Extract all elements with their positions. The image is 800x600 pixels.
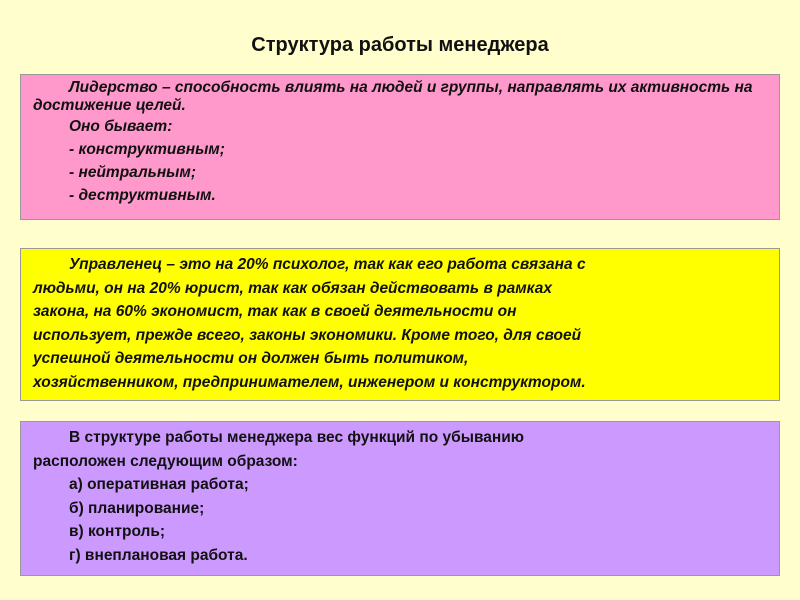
functions-item: а) оперативная работа;: [69, 476, 249, 493]
page-title: Структура работы менеджера: [251, 34, 549, 56]
leadership-lead: Оно бывает:: [69, 118, 173, 135]
leadership-item: - нейтральным;: [69, 164, 197, 181]
leadership-item: - конструктивным;: [69, 141, 225, 158]
functions-line: расположен следующим образом:: [33, 452, 298, 470]
functions-item: б) планирование;: [69, 499, 205, 517]
manager-roles-line: успешной деятельности он должен быть политиком,: [33, 350, 469, 367]
functions-item: г) внеплановая работа.: [69, 546, 248, 564]
manager-roles-line: закона, на 60% экономист, так как в своей деятельности он: [33, 303, 517, 320]
leadership-box: [20, 74, 780, 220]
manager-roles-line: хозяйственником, предпринимателем, инженером и конструктором.: [33, 373, 586, 391]
functions-line: В структуре работы менеджера вес функций по убыванию: [69, 429, 525, 446]
manager-roles-box: [20, 248, 780, 401]
manager-roles-line: использует, прежде всего, законы экономики. Кроме того, для своей: [33, 326, 582, 344]
functions-box: [20, 421, 780, 576]
leadership-definition: Лидерство – способность влиять на людей и группы, направлять их активность на достижение целей.: [33, 79, 753, 114]
manager-roles-line: Управленец – это на 20% психолог, так как его работа связана с: [69, 256, 586, 273]
manager-roles-line: людьми, он на 20% юрист, так как обязан действовать в рамках: [33, 279, 552, 297]
leadership-item: - деструктивным.: [69, 187, 216, 204]
functions-item: в) контроль;: [69, 523, 166, 540]
